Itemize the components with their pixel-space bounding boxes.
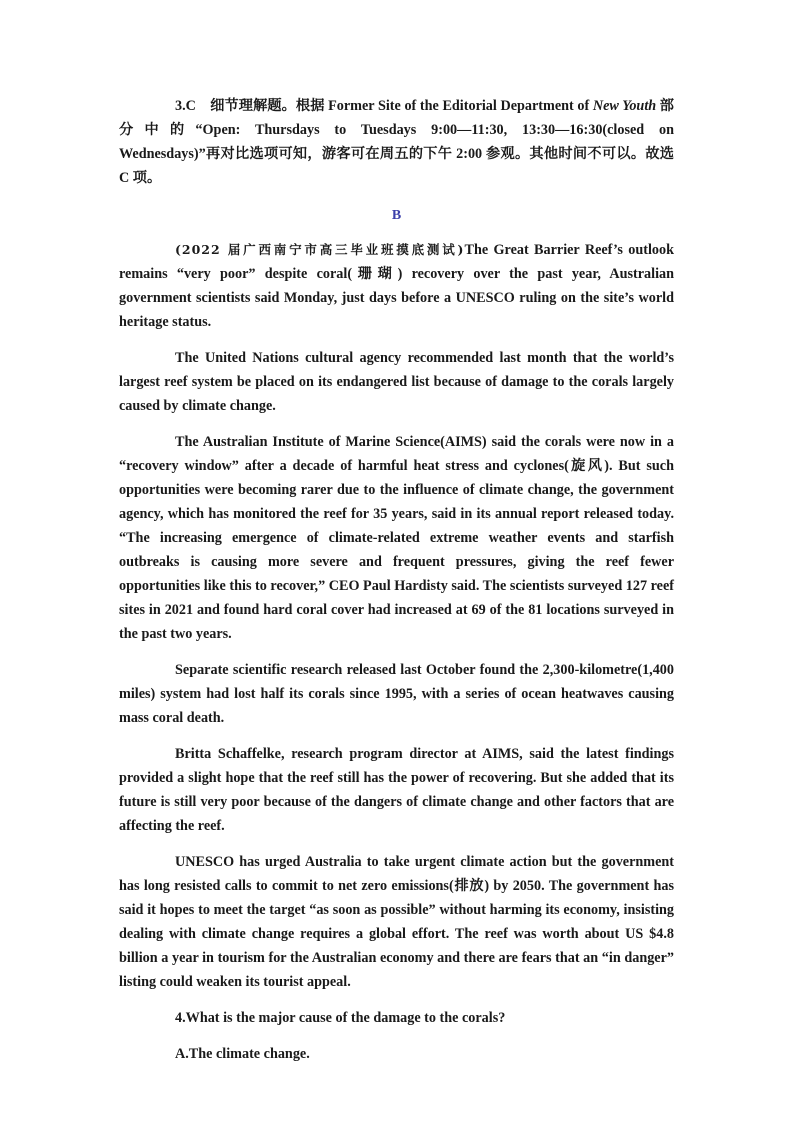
- paragraph-3: The Australian Institute of Marine Science(AIMS) said the corals were now in a “recovery window” after a decade of harmful heat stress and cyclones(旋风). But such opportunities were becoming rarer due to the influence of climate change, the government agency, which has monitored the reef for 35 years, said in its annual report released today. “The increasing emergence of climate-related extreme weather events and starfish outbreaks is causing more severe and frequent pressures, giving the reef fewer opportunities like this to recover,” CEO Paul Hardisty said. The scientists surveyed 127 reef sites in 2021 and found hard coral cover had increased at 69 of the 81 locations surveyed in the past two years.: [119, 434, 674, 642]
- paragraph-2: The United Nations cultural agency recommended last month that the world’s largest reef system be placed on its endangered list because of damage to the corals largely caused by climate change.: [119, 350, 674, 414]
- answer-italic-title: New Youth: [592, 98, 657, 114]
- answer-text-start: 3.C 细节理解题。根据 Former Site of the Editorial Department of: [175, 98, 593, 114]
- paragraph-4: Separate scientific research released last October found the 2,300-kilometre(1,400 miles) system had lost half its corals since 1995, with a series of ocean heatwaves causing mass coral death.: [119, 662, 674, 726]
- option-a: A.The climate change.: [175, 1046, 310, 1062]
- paragraph-5: Britta Schaffelke, research program director at AIMS, said the latest findings provided a slight hope that the reef still has the power of recovering. But she added that its future is still very poor because of the dangers of climate change and other factors that are affecting the reef.: [119, 746, 674, 834]
- source-note: (2022 届广西南宁市高三毕业班摸底测试): [175, 242, 465, 257]
- question-4: 4.What is the major cause of the damage to the corals?: [175, 1010, 506, 1026]
- paragraph-1: [119, 238, 674, 334]
- section-letter: B: [391, 208, 402, 223]
- answer-text-end: 部分中的“Open: Thursdays to Tuesdays 9:00—11:30, 13:30—16:30(closed on Wednesdays)”再对比选项可知，游客可在周五的下午 2:00 参观。其他时间不可以。故选 C 项。: [119, 98, 674, 186]
- answer-explanation: [119, 94, 674, 190]
- paragraph-1-text: The Great Barrier Reef’s outlook remains “very poor” despite coral(珊瑚) recovery over the past year, Australian government scientists said Monday, just days before a UNESCO ruling on the site’s world heritage status.: [119, 242, 674, 330]
- paragraph-6: UNESCO has urged Australia to take urgent climate action but the government has long resisted calls to commit to net zero emissions(排放) by 2050. The government has said it hopes to meet the target “as soon as possible” without harming its economy, insisting dealing with climate change requires a global effort. The reef was worth about US $4.8 billion a year in tourism for the Australian economy and there are fears that an “in danger” listing could weaken its tourist appeal.: [119, 854, 674, 990]
